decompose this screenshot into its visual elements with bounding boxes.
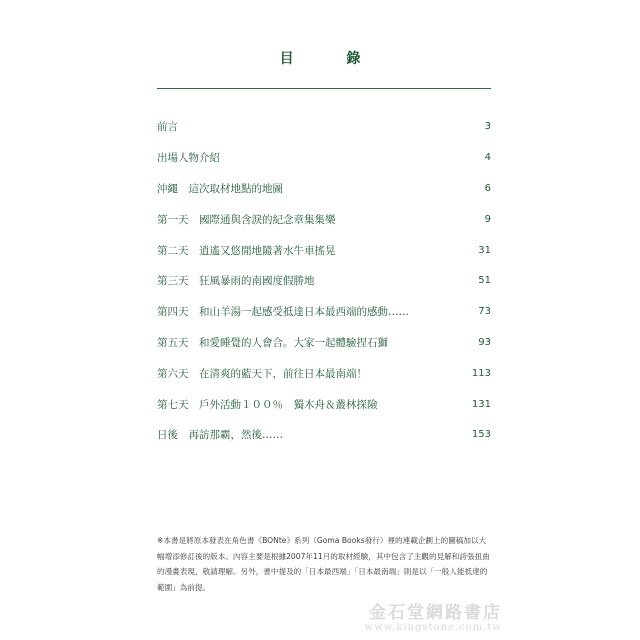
toc-entry-page: 93	[478, 336, 491, 348]
toc-entry-map	[157, 174, 491, 205]
title-divider	[157, 88, 491, 89]
toc-entry-label: 第二天 逍遙又悠閒地隨著水牛車搖晃	[157, 244, 336, 257]
toc-entry-day-5	[157, 328, 491, 359]
toc-entry-label: 第五天 和愛睡覺的人會合。大家一起體驗捏石獅	[157, 336, 388, 349]
page-title: 目 錄	[279, 51, 385, 67]
toc-entry-page: 153	[471, 429, 491, 441]
toc-entry-page: 113	[471, 367, 491, 379]
toc-entry-label: 日後 再訪那霸，然後……	[157, 429, 283, 442]
toc-entry-label: 出場人物介紹	[157, 152, 220, 165]
toc-entry-label: 第六天 在清爽的藍天下，前往日本最南端！	[157, 367, 367, 380]
toc-entry-preface	[157, 112, 491, 143]
toc-list	[157, 112, 491, 451]
toc-entry-page: 4	[484, 152, 491, 164]
toc-entry-epilogue	[157, 420, 491, 451]
toc-entry-page: 9	[484, 213, 491, 225]
toc-entry-label: 沖繩 這次取材地點的地圖	[157, 182, 283, 195]
toc-entry-page: 3	[484, 121, 491, 133]
toc-entry-page: 51	[478, 275, 491, 287]
toc-entry-page: 73	[478, 306, 491, 318]
toc-entry-label: 第七天 戶外活動１００％ 獨木舟＆叢林探險	[157, 398, 378, 411]
watermark-name: 金石堂網路書店	[369, 603, 502, 623]
toc-entry-day-7	[157, 389, 491, 420]
toc-entry-day-3	[157, 266, 491, 297]
watermark	[365, 604, 502, 634]
watermark-url: www.kingstone.com.tw	[364, 622, 502, 633]
footnote: ※本書是將原本發表在角色書《BONte》系列（Goma Books發行）裡的連載企劃上的圖稿加以大幅增添修訂後的版本。內容主要是根據2007年11月的取材經驗，其中包含了主觀的見解和誇張扭曲的漫畫表現，敬請理解。另外，書中提及的「日本最西端」「日本最南端」則是以「一般人能抵達的範圍」為前提。	[157, 536, 490, 592]
toc-entry-characters	[157, 143, 491, 174]
toc-entry-page: 131	[471, 398, 491, 410]
toc-entry-label: 第一天 國際通與含淚的紀念章集集樂	[157, 213, 336, 226]
toc-entry-day-1	[157, 204, 491, 235]
toc-entry-page: 31	[478, 244, 491, 256]
toc-entry-day-4	[157, 297, 491, 328]
toc-entry-day-6	[157, 358, 491, 389]
toc-entry-label: 第三天 狂風暴雨的南國度假勝地	[157, 275, 315, 288]
toc-entry-page: 6	[484, 182, 491, 194]
toc-entry-day-2	[157, 235, 491, 266]
toc-entry-label: 前言	[157, 121, 178, 134]
toc-entry-label: 第四天 和山羊湯一起感受抵達日本最西端的感動……	[157, 306, 409, 319]
